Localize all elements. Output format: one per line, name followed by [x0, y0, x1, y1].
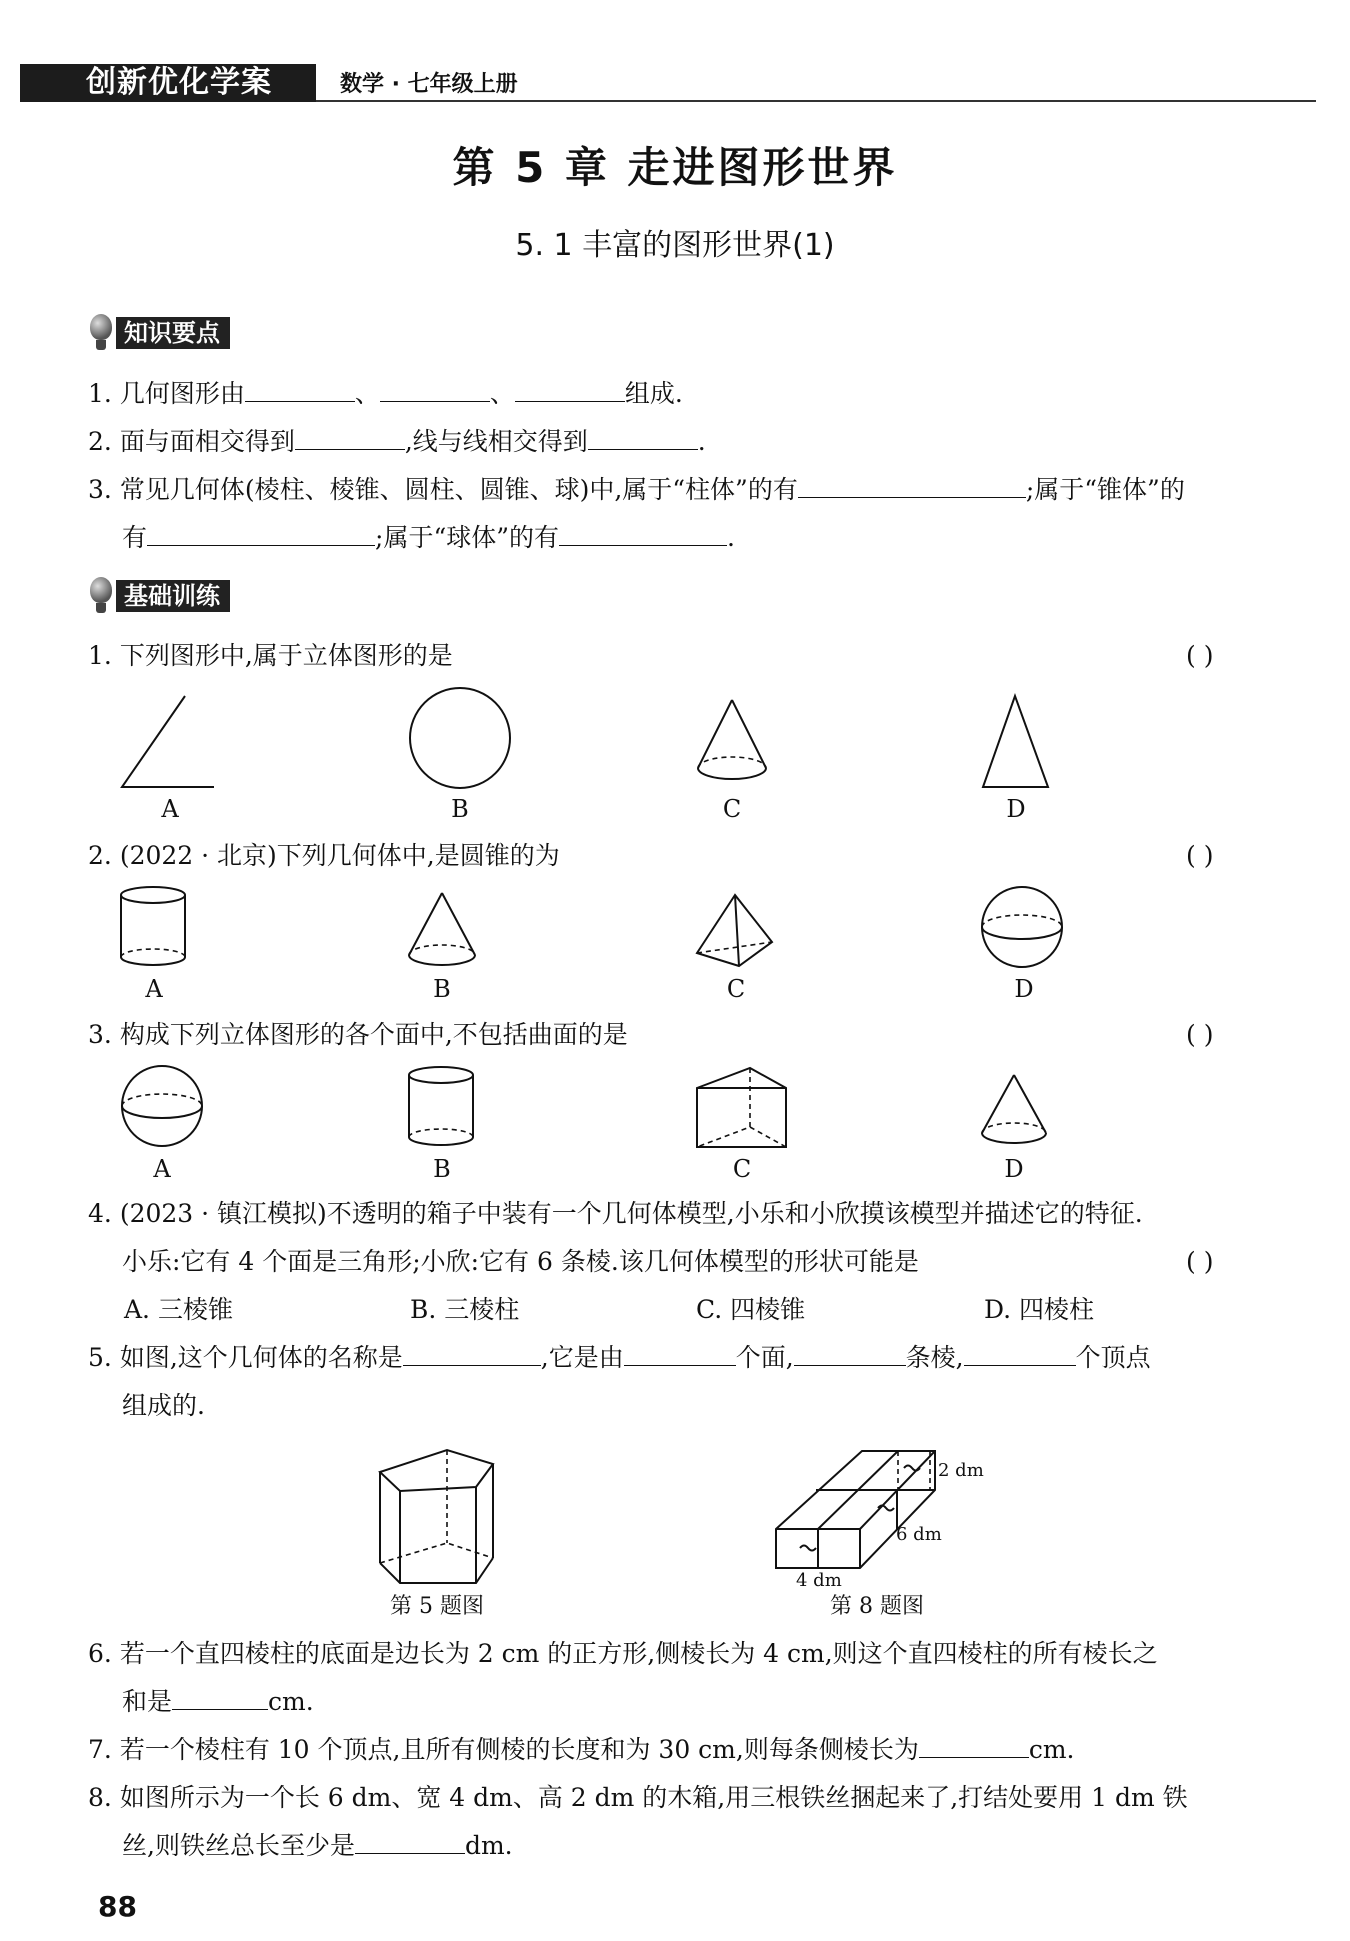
knowledge-q2: 2. 面与面相交得到 ,线与线相交得到 . [88, 427, 706, 456]
label-length: 6 dm [896, 1524, 942, 1545]
answer-blank[interactable] [172, 1685, 268, 1710]
answer-blank[interactable] [355, 1829, 465, 1854]
question-8: 8. 如图所示为一个长 6 dm、宽 4 dm、高 2 dm 的木箱,用三根铁丝捆起来了,打结处要用 1 dm 铁 [88, 1783, 1188, 1812]
question-8-cont: 丝,则铁丝总长至少是 dm. [122, 1831, 513, 1860]
question-6-cont: 和是 cm. [122, 1687, 314, 1716]
option-label: A [145, 975, 163, 1003]
option-label: C [732, 1155, 752, 1183]
question-7: 7. 若一个棱柱有 10 个顶点,且所有侧棱的长度和为 30 cm,则每条侧棱长为 cm. [88, 1735, 1075, 1764]
answer-parentheses[interactable]: ( ) [1186, 641, 1214, 670]
option-label: B [451, 795, 469, 823]
answer-parentheses[interactable]: ( ) [1186, 841, 1214, 870]
page-number: 88 [98, 1890, 137, 1923]
option-label: D [1004, 1155, 1024, 1183]
figure-8-caption: 第 8 题图 [830, 1594, 924, 1619]
label-width: 4 dm [796, 1570, 842, 1591]
section-title: 5. 1 丰富的图形世界(1) [515, 228, 835, 263]
choice-b[interactable]: B. 三棱柱 [410, 1295, 520, 1324]
option-label: D [1006, 795, 1026, 823]
option-label: A [153, 1155, 171, 1183]
label-height: 2 dm [938, 1460, 984, 1481]
knowledge-q3: 3. 常见几何体(棱柱、棱锥、圆柱、圆锥、球)中,属于“柱体”的有 ;属于“锥体”的 [88, 475, 1185, 504]
choice-d[interactable]: D. 四棱柱 [984, 1295, 1095, 1324]
option-label: D [1014, 975, 1034, 1003]
section-tag-label: 知识要点 [116, 317, 230, 349]
question-3: 3. 构成下列立体图形的各个面中,不包括曲面的是 [88, 1020, 628, 1049]
choice-c[interactable]: C. 四棱锥 [696, 1295, 806, 1324]
question-6: 6. 若一个直四棱柱的底面是边长为 2 cm 的正方形,侧棱长为 4 cm,则这个直四棱柱的所有棱长之 [88, 1639, 1158, 1668]
chapter-title: 第 5 章 走进图形世界 [452, 143, 898, 192]
knowledge-q3-cont: 有 ;属于“球体”的有 . [122, 523, 735, 552]
header-brand: 创新优化学案 [86, 65, 272, 100]
option-label: B [433, 1155, 451, 1183]
section-tag-label: 基础训练 [116, 580, 230, 612]
question-2: 2. (2022 · 北京)下列几何体中,是圆锥的为 [88, 841, 560, 870]
question-4-cont: 小乐:它有 4 个面是三角形;小欣:它有 6 条棱.该几何体模型的形状可能是 [122, 1247, 919, 1276]
figure-5-caption: 第 5 题图 [390, 1594, 484, 1619]
question-4: 4. (2023 · 镇江模拟)不透明的箱子中装有一个几何体模型,小乐和小欣摸该模型并描述它的特征. [88, 1199, 1143, 1228]
option-label: C [722, 795, 742, 823]
answer-parentheses[interactable]: ( ) [1186, 1020, 1214, 1049]
question-1: 1. 下列图形中,属于立体图形的是 [88, 641, 453, 670]
option-label: B [433, 975, 451, 1003]
option-label: C [726, 975, 746, 1003]
option-label: A [161, 795, 179, 823]
header-subject: 数学 · 七年级上册 [340, 72, 518, 97]
question-5-cont: 组成的. [122, 1391, 205, 1420]
knowledge-q1: 1. 几何图形由 、 、 组成. [88, 379, 683, 408]
choice-a[interactable]: A. 三棱锥 [124, 1295, 233, 1324]
answer-blank[interactable] [919, 1733, 1029, 1758]
answer-parentheses[interactable]: ( ) [1186, 1247, 1214, 1276]
question-5: 5. 如图,这个几何体的名称是 ,它是由 个面, 条棱, 个顶点 [88, 1343, 1151, 1372]
